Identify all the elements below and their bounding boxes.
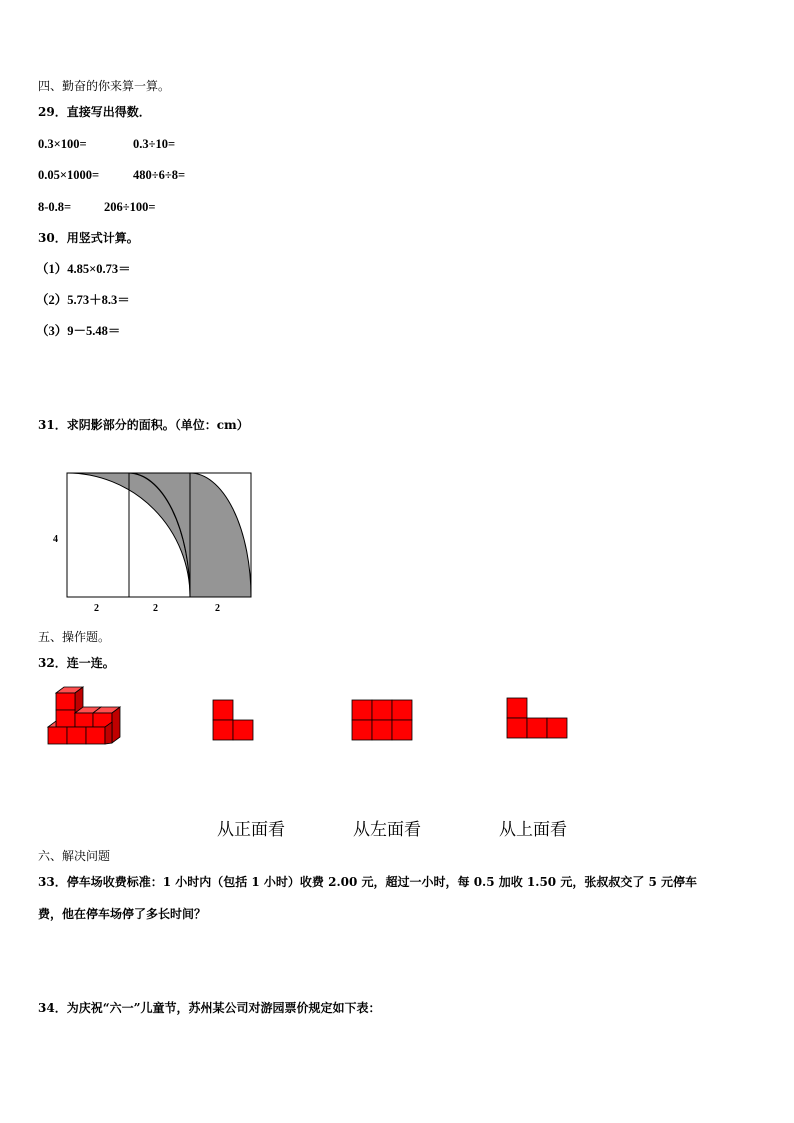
figure-bottom-label-1: 2 <box>94 603 99 614</box>
view-label-left: 从左面看 <box>353 820 421 840</box>
q29-item-6: 206÷100= <box>104 200 156 214</box>
view-label-front: 从正面看 <box>217 820 285 840</box>
q30-item-2: （2）5.73＋8.3＝ <box>36 293 130 307</box>
q33-line-2: 费，他在停车场停了多长时间？ <box>38 907 207 921</box>
view-shape-1 <box>212 699 256 745</box>
q30-item-1: （1）4.85×0.73＝ <box>36 262 131 276</box>
q34-title: 34．为庆祝“六一”儿童节，苏州某公司对游园票价规定如下表： <box>38 1001 381 1015</box>
q29-item-3: 0.05×1000= <box>38 168 100 182</box>
section-5-title: 五、操作题。 <box>38 630 111 644</box>
section-6-title: 六、解决问题 <box>38 849 111 863</box>
view-shape-3 <box>506 697 570 743</box>
q29-item-1: 0.3×100= <box>38 137 87 151</box>
q33-line-1: 33．停车场收费标准：1 小时内（包括 1 小时）收费 2.00 元，超过一小时，每 0.5 加收 1.50 元，张叔叔交了 5 元停车 <box>38 875 698 889</box>
q29-item-5: 8-0.8= <box>38 200 72 214</box>
view-shape-2 <box>351 699 415 745</box>
q32-title: 32．连一连。 <box>38 656 115 670</box>
cube-stack-3d <box>44 687 134 749</box>
figure-bottom-label-2: 2 <box>153 603 158 614</box>
q29-item-4: 480÷6÷8= <box>133 168 186 182</box>
section-4-title: 四、勤奋的你来算一算。 <box>38 79 171 93</box>
q29-item-2: 0.3÷10= <box>133 137 176 151</box>
figure-side-label: 4 <box>53 534 58 545</box>
q30-title: 30．用竖式计算。 <box>38 231 139 245</box>
q30-item-3: （3）9－5.48＝ <box>36 324 121 338</box>
view-label-top: 从上面看 <box>499 820 567 840</box>
shaded-area-figure <box>45 466 275 616</box>
q31-title: 31．求阴影部分的面积。（单位：cm） <box>38 418 249 432</box>
q29-title: 29．直接写出得数． <box>38 105 151 119</box>
figure-bottom-label-3: 2 <box>215 603 220 614</box>
